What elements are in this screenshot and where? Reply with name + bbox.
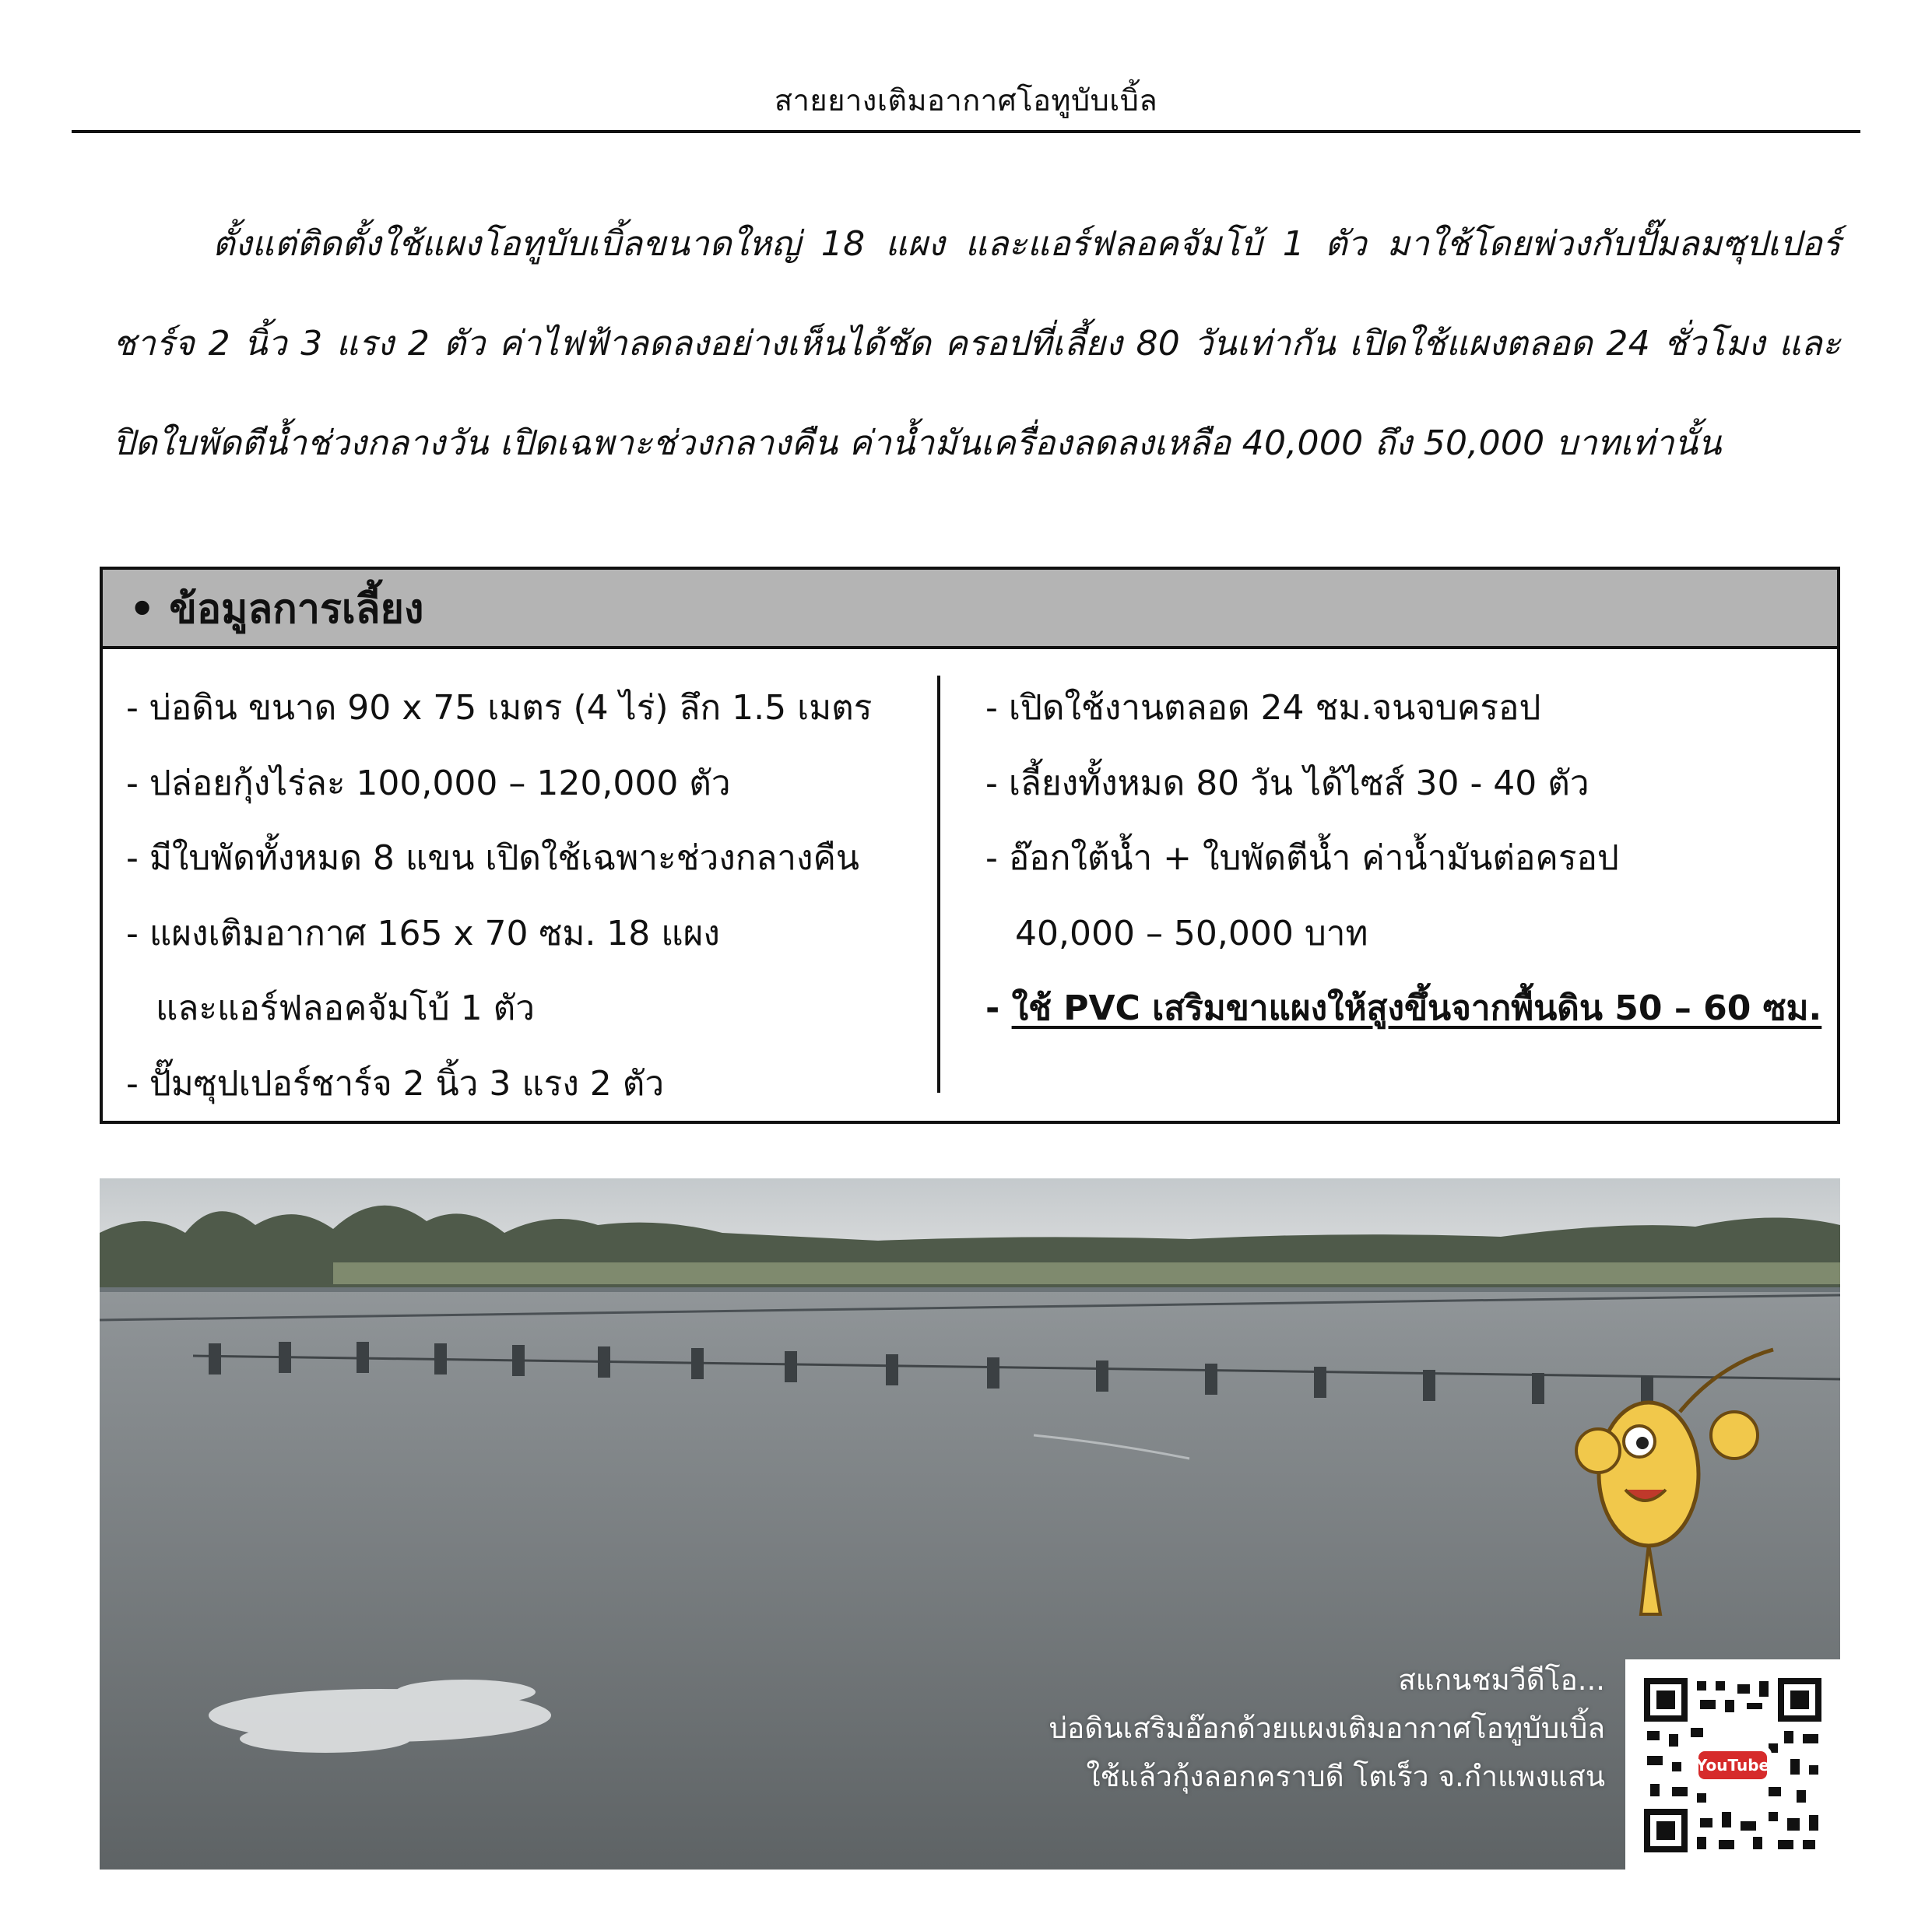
farming-info-heading: • ข้อมูลการเลี้ยง xyxy=(103,570,1837,649)
youtube-badge-label: YouTube xyxy=(1695,1756,1770,1775)
page-header-title: สายยางเติมอากาศโอทูบับเบิ้ล xyxy=(774,83,1158,118)
header-divider xyxy=(72,130,1860,133)
info-item-fuel-cost-cont: 40,000 – 50,000 บาท xyxy=(1015,913,1368,953)
info-item-stocking: - ปล่อยกุ้งไร่ละ 100,000 – 120,000 ตัว xyxy=(126,763,731,803)
pvc-note-underlined: ใช้ PVC เสริมขาแผงให้สูงขึ้นจากพื้นดิน 50 – 60 ซม. xyxy=(1011,988,1822,1028)
qr-code-icon[interactable] xyxy=(1644,1678,1821,1852)
info-item-culture-period: - เลี้ยงทั้งหมด 80 วัน ได้ไซส์ 30 - 40 ตัว xyxy=(985,763,1590,803)
info-item-pump: - ปั๊มซุปเปอร์ชาร์จ 2 นิ้ว 3 แรง 2 ตัว xyxy=(126,1063,665,1104)
caption-line-1: สแกนชมวีดีโอ... xyxy=(1398,1663,1605,1697)
info-item-fuel-cost: - อ๊อกใต้น้ำ + ใบพัดตีน้ำ ค่าน้ำมันต่อครอป xyxy=(985,838,1619,878)
qr-code-panel[interactable] xyxy=(1625,1659,1840,1870)
caption-line-2: บ่อดินเสริมอ๊อกด้วยแผงเติมอากาศโอทูบับเบิ้ล xyxy=(1049,1712,1605,1745)
farming-info-box xyxy=(100,567,1840,1124)
info-item-paddlewheels: - มีใบพัดทั้งหมด 8 แขน เปิดใช้เฉพาะช่วงกลางคืน xyxy=(126,838,860,878)
column-divider xyxy=(937,676,940,1093)
info-item-operation-hours: - เปิดใช้งานตลอด 24 ชม.จนจบครอป xyxy=(985,688,1541,728)
pond-photo xyxy=(100,1178,1840,1870)
info-item-aeration-panels-cont: และแอร์ฟลอคจัมโบ้ 1 ตัว xyxy=(156,988,535,1028)
farming-info-left-column xyxy=(126,671,1006,1122)
intro-paragraph: ตั้งแต่ติดตั้งใช้แผงโอทูบับเบิ้ลขนาดใหญ่ 18 แผง และแอร์ฟลอคจัมโบ้ 1 ตัว มาใช้โดยพ่วงกับปั๊มลมซุปเปอร์ชาร์จ 2 นิ้ว 3 แรง 2 ตัว ค่าไฟฟ้าลดลงอย่างเห็นได้ชัด ครอปที่เลี้ยง 80 วันเท่ากัน เปิดใช้แผงตลอด 24 ชั่วโมง และปิดใบพัดตีน้ำช่วงกลางวัน เปิดเฉพาะช่วงกลางคืน ค่าน้ำมันเครื่องลดลงเหลือ 40,000 ถึง 50,000 บาทเท่านั้น xyxy=(113,224,1841,463)
farming-info-right-column xyxy=(985,671,1834,1047)
caption-line-3: ใช้แล้วกุ้งลอกคราบดี โตเร็ว จ.กำแพงแสน xyxy=(1086,1760,1605,1793)
video-caption xyxy=(1049,1656,1605,1801)
info-item-pond-size: - บ่อดิน ขนาด 90 x 75 เมตร (4 ไร่) ลึก 1.5 เมตร xyxy=(126,688,873,728)
info-item-aeration-panels: - แผงเติมอากาศ 165 x 70 ซม. 18 แผง xyxy=(126,913,720,953)
info-item-pvc-note: - ใช้ PVC เสริมขาแผงให้สูงขึ้นจากพื้นดิน 50 – 60 ซม. xyxy=(985,988,1822,1028)
